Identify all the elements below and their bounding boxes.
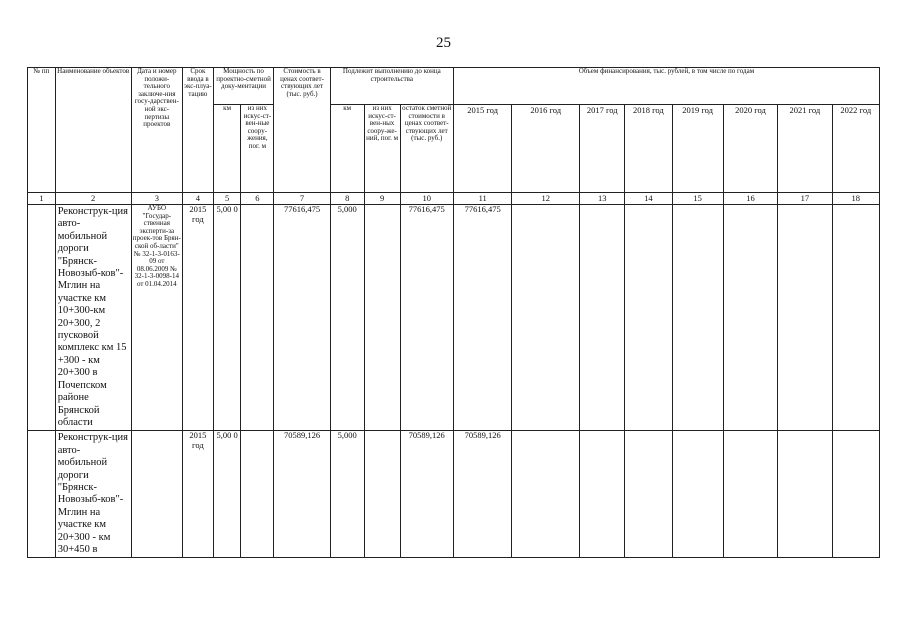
col-num: 5 bbox=[213, 193, 241, 205]
header-date: Дата и номер положи-тельного заключе-ния госу-дарствен-ной экс-пертизы проектов bbox=[131, 68, 182, 193]
table-row bbox=[28, 205, 880, 431]
object-name: Реконструк-ция авто-мобильной дороги "Брянск-Новозыб-ков"-Мглин на участке км 10+300-км 20+300, 2 пусковой комплекс км 15 +300 - км 20+300 в Почепском районе Брянской области bbox=[55, 205, 131, 431]
col-num: 8 bbox=[330, 193, 364, 205]
header-rem-km: км bbox=[330, 105, 364, 193]
commission-term: 2015 год bbox=[182, 431, 213, 558]
remaining-cost: 77616,475 bbox=[400, 205, 453, 431]
year-2018-value bbox=[625, 431, 672, 558]
header-num: № пп bbox=[28, 68, 56, 193]
year-2022-value bbox=[832, 431, 879, 558]
header-year-2020: 2020 год bbox=[723, 105, 777, 193]
col-num: 6 bbox=[241, 193, 274, 205]
col-num: 15 bbox=[672, 193, 723, 205]
cost-value: 77616,475 bbox=[274, 205, 330, 431]
commission-term: 2015 год bbox=[182, 205, 213, 431]
col-num: 9 bbox=[364, 193, 400, 205]
capacity-km: 5,00 0 bbox=[213, 205, 241, 431]
header-year-2022: 2022 год bbox=[832, 105, 879, 193]
expertise-date: АУБО "Государ-ственная эксперти-за проек-тов Брян-ской об-ласти" № 32-1-3-0163-09 от 08.06.2009 № 32-1-3-0098-14 от 01.04.2014 bbox=[131, 205, 182, 431]
row-num-cell bbox=[28, 431, 56, 558]
cost-value: 70589,126 bbox=[274, 431, 330, 558]
header-financing: Объем финансирования, тыс. рублей, в том числе по годам bbox=[453, 68, 879, 105]
year-2020-value bbox=[723, 431, 777, 558]
header-year-2019: 2019 год bbox=[672, 105, 723, 193]
year-2016-value bbox=[512, 431, 580, 558]
col-num: 7 bbox=[274, 193, 330, 205]
header-year-2017: 2017 год bbox=[580, 105, 625, 193]
col-num: 17 bbox=[778, 193, 832, 205]
header-year-2021: 2021 год bbox=[778, 105, 832, 193]
header-row-1 bbox=[28, 68, 880, 105]
financing-table bbox=[27, 67, 880, 558]
capacity-artificial bbox=[241, 431, 274, 558]
column-number-row bbox=[28, 193, 880, 205]
row-num-cell bbox=[28, 205, 56, 431]
col-num: 13 bbox=[580, 193, 625, 205]
year-2017-value bbox=[580, 205, 625, 431]
col-num: 3 bbox=[131, 193, 182, 205]
year-2018-value bbox=[625, 205, 672, 431]
header-capacity: Мощность по проектно-сметной доку-ментации bbox=[213, 68, 274, 105]
year-2015-value: 77616,475 bbox=[453, 205, 512, 431]
remaining-artificial bbox=[364, 205, 400, 431]
year-2016-value bbox=[512, 205, 580, 431]
year-2022-value bbox=[832, 205, 879, 431]
col-num: 16 bbox=[723, 193, 777, 205]
col-num: 2 bbox=[55, 193, 131, 205]
header-year-2016: 2016 год bbox=[512, 105, 580, 193]
header-year-2015: 2015 год bbox=[453, 105, 512, 193]
col-num: 4 bbox=[182, 193, 213, 205]
object-name: Реконструк-ция авто-мобильной дороги "Брянск-Новозыб-ков"-Мглин на участке км 20+300 - км 30+450 в bbox=[55, 431, 131, 558]
header-cap-artificial: из них искус-ст-вен-ные соору-жения, пог. м bbox=[241, 105, 274, 193]
header-term: Срок ввода в экс-плуа-тацию bbox=[182, 68, 213, 193]
header-remaining: Подлежит выполнению до конца строительства bbox=[330, 68, 453, 105]
table-row bbox=[28, 431, 880, 558]
col-num: 18 bbox=[832, 193, 879, 205]
header-cost: Стоимость в ценах соответ-ствующих лет (тыс. руб.) bbox=[274, 68, 330, 193]
remaining-km: 5,000 bbox=[330, 205, 364, 431]
header-cap-km: км bbox=[213, 105, 241, 193]
year-2015-value: 70589,126 bbox=[453, 431, 512, 558]
year-2017-value bbox=[580, 431, 625, 558]
capacity-artificial bbox=[241, 205, 274, 431]
year-2019-value bbox=[672, 205, 723, 431]
year-2021-value bbox=[778, 431, 832, 558]
header-rem-artificial: из них искус-ст-вен-ных соору-же-ний, пог. м bbox=[364, 105, 400, 193]
header-rem-cost: остаток сметной стоимости в ценах соответ-ствующих лет (тыс. руб.) bbox=[400, 105, 453, 193]
header-name: Наименование объектов bbox=[55, 68, 131, 193]
col-num: 11 bbox=[453, 193, 512, 205]
year-2019-value bbox=[672, 431, 723, 558]
remaining-cost: 70589,126 bbox=[400, 431, 453, 558]
col-num: 1 bbox=[28, 193, 56, 205]
expertise-date bbox=[131, 431, 182, 558]
year-2020-value bbox=[723, 205, 777, 431]
col-num: 10 bbox=[400, 193, 453, 205]
header-year-2018: 2018 год bbox=[625, 105, 672, 193]
page-number: 25 bbox=[436, 35, 451, 51]
capacity-km: 5,00 0 bbox=[213, 431, 241, 558]
year-2021-value bbox=[778, 205, 832, 431]
col-num: 12 bbox=[512, 193, 580, 205]
remaining-artificial bbox=[364, 431, 400, 558]
remaining-km: 5,000 bbox=[330, 431, 364, 558]
col-num: 14 bbox=[625, 193, 672, 205]
